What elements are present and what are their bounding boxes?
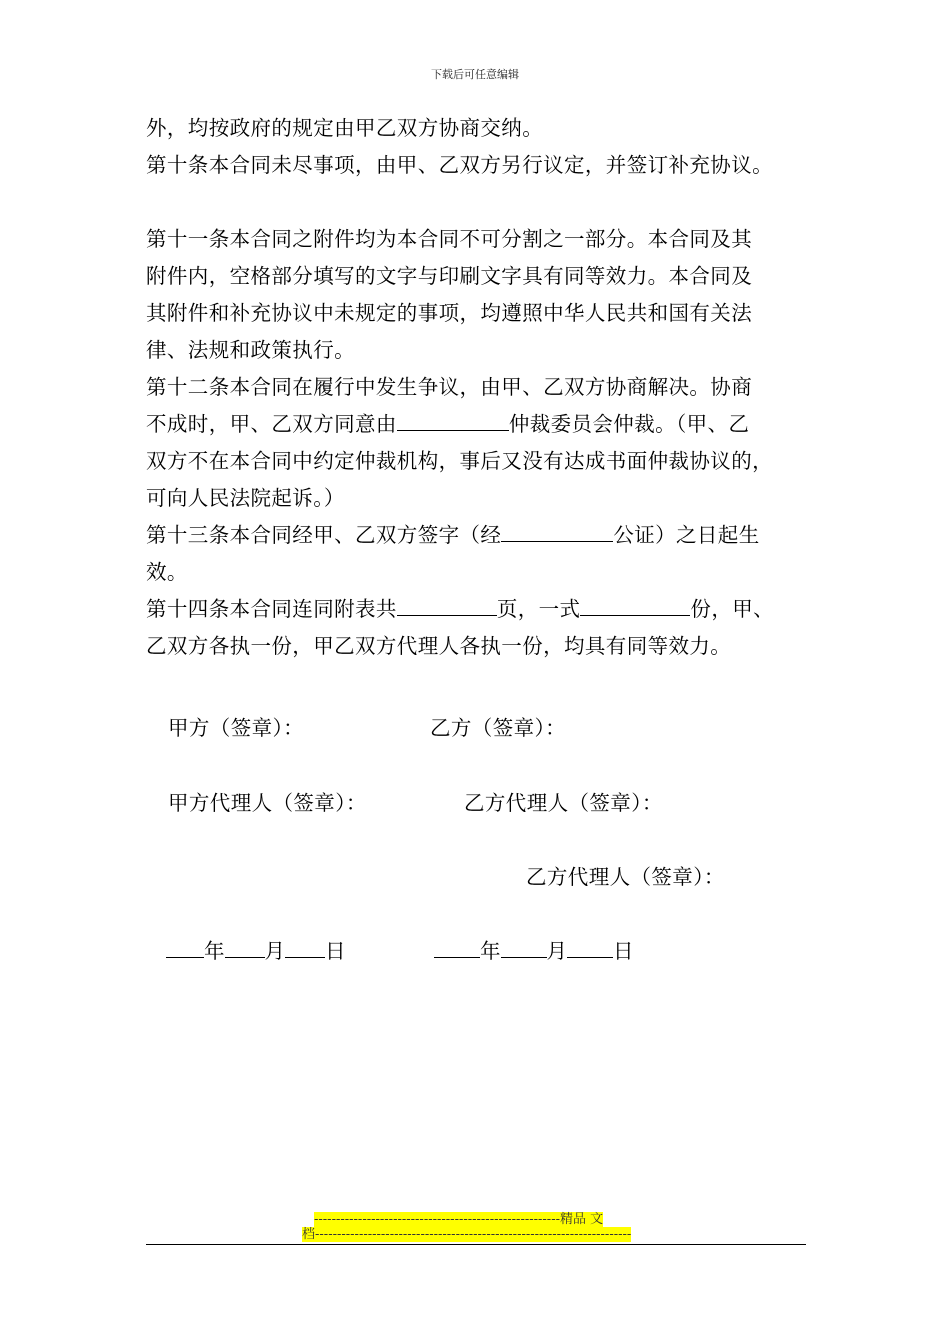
copies-blank <box>580 595 690 616</box>
month-blank <box>225 939 265 958</box>
clause-14-text-c: 份，甲、 <box>690 597 775 621</box>
clause-10: 第十条本合同未尽事项，由甲、乙双方另行议定，并签订补充协议。 <box>146 153 773 177</box>
footer-label-1: 精品 文 <box>559 1212 604 1227</box>
clause-11-line-1: 第十一条本合同之附件均为本合同不可分割之一部分。本合同及其 <box>146 227 753 251</box>
date-party-a <box>166 934 346 964</box>
party-a-signature-label: 甲方（签章）： <box>168 716 305 740</box>
clause-12-line-3: 双方不在本合同中约定仲裁机构，事后又没有达成书面仲裁协议的， <box>146 449 773 473</box>
clause-12-line-4: 可向人民法院起诉。） <box>146 486 345 510</box>
clause-12-line-2 <box>146 406 836 443</box>
arbitration-blank <box>397 410 509 431</box>
clause-9-tail: 外，均按政府的规定由甲乙双方协商交纳。 <box>146 116 544 140</box>
footer-label-2: 档 <box>302 1227 316 1242</box>
contract-body-2 <box>146 221 836 665</box>
contract-body <box>146 110 836 184</box>
month-label: 月 <box>264 939 285 963</box>
day-label: 日 <box>325 939 346 963</box>
clause-12-text-b: 仲裁委员会仲裁。（甲、乙 <box>508 412 750 436</box>
clause-14-text-b: 页，一式 <box>496 597 581 621</box>
month-blank <box>501 939 547 958</box>
month-label: 月 <box>546 939 567 963</box>
footer-dashes-1: -------------------------------------------------------- <box>314 1212 560 1227</box>
notary-blank <box>501 521 613 542</box>
clause-12-line-1: 第十二条本合同在履行中发生争议，由甲、乙双方协商解决。协商 <box>146 375 753 399</box>
party-b-signature-label: 乙方（签章）： <box>430 716 567 740</box>
clause-13-text-b: 公证）之日起生 <box>613 523 760 547</box>
page-header: 下载后可任意编辑 <box>431 68 519 81</box>
clause-12-text-a: 不成时，甲、乙双方同意由 <box>146 412 397 436</box>
day-blank <box>285 939 325 958</box>
clause-14-text-a: 第十四条本合同连同附表共 <box>146 597 397 621</box>
footer-divider <box>146 1244 806 1245</box>
agent-b-signature-label: 乙方代理人（签章）： <box>464 791 663 815</box>
year-blank <box>434 939 480 958</box>
clause-11-line-2: 附件内，空格部分填写的文字与印刷文字具有同等效力。本合同及 <box>146 264 753 288</box>
agent-a-signature-label: 甲方代理人（签章）： <box>168 791 367 815</box>
day-label: 日 <box>613 939 634 963</box>
pages-blank <box>397 595 497 616</box>
footer-line-1 <box>314 1212 603 1227</box>
year-label: 年 <box>480 939 501 963</box>
year-label: 年 <box>204 939 225 963</box>
clause-13-line-2: 效。 <box>146 560 188 584</box>
footer-dashes-2: ------------------------------------------------------------------------ <box>315 1227 632 1242</box>
footer-line-2 <box>302 1227 631 1242</box>
clause-11-line-4: 律、法规和政策执行。 <box>146 338 355 362</box>
year-blank <box>166 939 204 958</box>
day-blank <box>567 939 613 958</box>
clause-11-line-3: 其附件和补充协议中未规定的事项，均遵照中华人民共和国有关法 <box>146 301 753 325</box>
date-party-b <box>434 934 634 964</box>
clause-14-line-1 <box>146 591 836 628</box>
clause-13-text-a: 第十三条本合同经甲、乙双方签字（经 <box>146 523 502 547</box>
clause-14-line-2: 乙双方各执一份，甲乙双方代理人各执一份，均具有同等效力。 <box>146 634 732 658</box>
agent-b-signature-label-2: 乙方代理人（签章）： <box>526 865 725 889</box>
clause-13-line-1 <box>146 517 836 554</box>
